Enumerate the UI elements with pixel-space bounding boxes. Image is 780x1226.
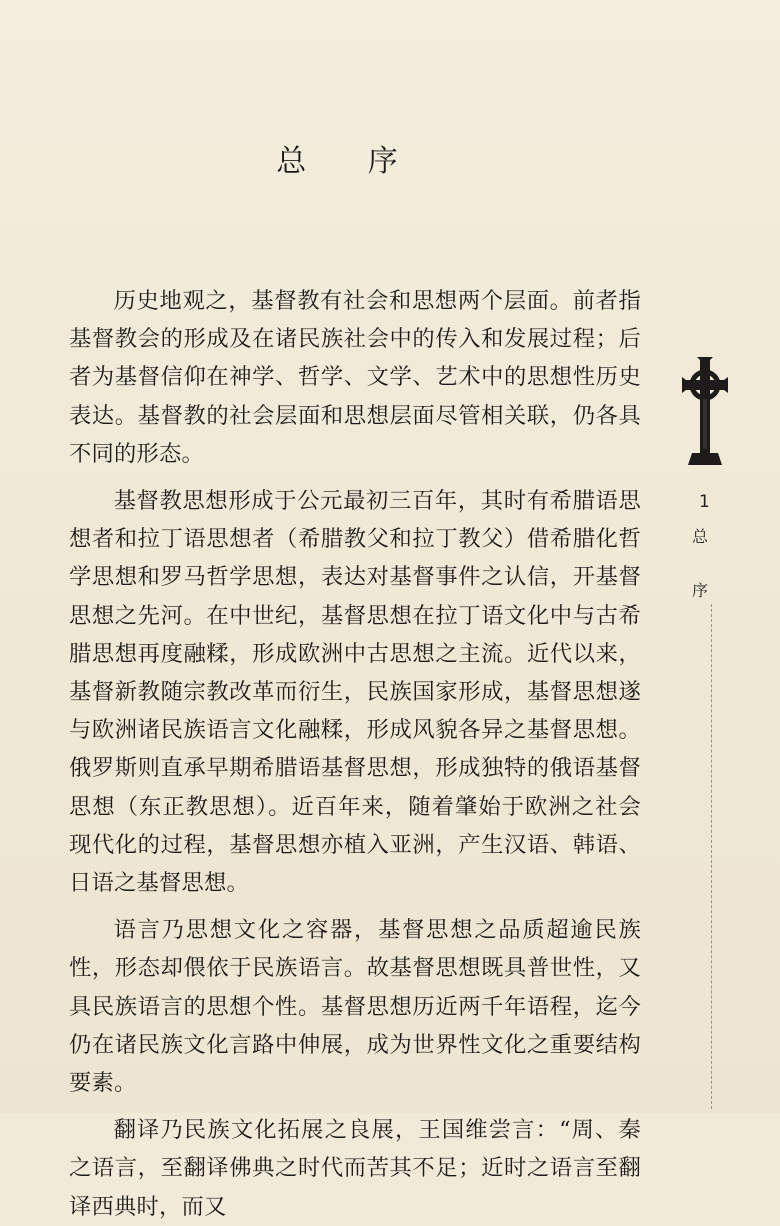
body-text (69, 282, 641, 1226)
page-number: 1 (699, 492, 710, 512)
paragraph-4: 翻译乃民族文化拓展之良展，王国维尝言：“周、秦之语言，至翻译佛典之时代而苦其不足；近时之语言至翻译西典时，而又 (69, 1117, 641, 1220)
celtic-cross-icon (680, 355, 730, 467)
margin-dashed-rule (711, 604, 712, 1109)
paragraph-2: 基督教思想形成于公元最初三百年，其时有希腊语思想者和拉丁语思想者（希腊教父和拉丁教父）借希腊化哲学思想和罗马哲学思想，表达对基督事件之认信，开基督思想之先河。在中世纪，基督思想在拉丁语文化中与古希腊思想再度融糅，形成欧洲中古思想之主流。近代以来，基督新教随宗教改革而衍生，民族国家形成，基督思想遂与欧洲诸民族语言文化融糅，形成风貌各异之基督思想。俄罗斯则直承早期希腊语基督思想，形成独特的俄语基督思想（东正教思想）。近百年来，随着肇始于欧洲之社会现代化的过程，基督思想亦植入亚洲，产生汉语、韩语、日语之基督思想。 (69, 488, 641, 897)
paragraph-1: 历史地观之，基督教有社会和思想两个层面。前者指基督教会的形成及在诸民族社会中的传入和发展过程；后者为基督信仰在神学、哲学、文学、艺术中的思想性历史表达。基督教的社会层面和思想层面尽管相关联，仍各具不同的形态。 (69, 288, 641, 467)
running-head-char-1: 总 (692, 527, 709, 546)
running-head-char-2: 序 (692, 581, 709, 600)
paragraph-3: 语言乃思想文化之容器，基督思想之品质超逾民族性，形态却偎依于民族语言。故基督思想既具普世性，又具民族语言的思想个性。基督思想历近两千年语程，迄今仍在诸民族文化言路中伸展，成为世界性文化之重要结构要素。 (69, 917, 641, 1097)
page-title: 总 序 (276, 144, 424, 179)
